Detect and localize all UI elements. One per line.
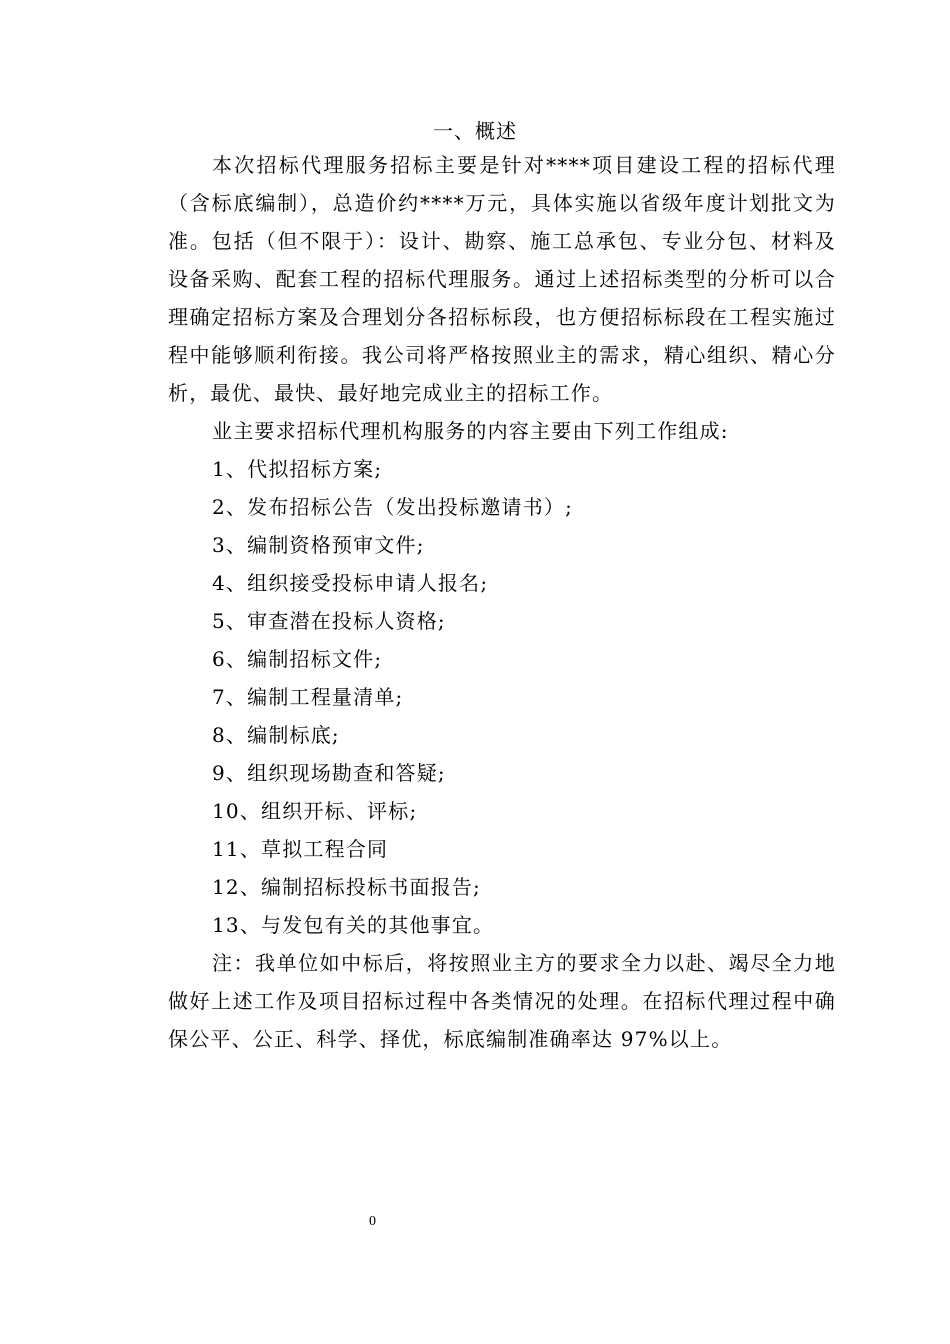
service-list — [168, 450, 836, 944]
list-item: 7、编制工程量清单; — [212, 685, 404, 709]
list-item: 6、编制招标文件; — [212, 647, 383, 671]
page-number: 0 — [369, 1214, 376, 1229]
list-item: 10、组织开标、评标; — [212, 799, 418, 823]
section-heading: 一、概述 — [433, 119, 517, 143]
list-item: 2、发布招标公告（发出投标邀请书）; — [212, 495, 574, 519]
list-item: 11、草拟工程合同 — [212, 837, 389, 861]
list-item: 5、审查潜在投标人资格; — [212, 609, 446, 633]
body-text — [168, 146, 836, 1058]
list-item: 12、编制招标投标书面报告; — [212, 875, 481, 899]
list-item: 8、编制标底; — [212, 723, 340, 747]
list-item: 13、与发包有关的其他事宜。 — [212, 913, 495, 937]
list-item: 9、组织现场勘查和答疑; — [212, 761, 446, 785]
list-item: 4、组织接受投标申请人报名; — [212, 571, 489, 595]
list-intro: 业主要求招标代理机构服务的内容主要由下列工作组成: — [212, 419, 729, 443]
note-paragraph: 注：我单位如中标后，将按照业主方的要求全力以赴、竭尽全力地做好上述工作及项目招标过程中各类情况的处理。在招标代理过程中确保公平、公正、科学、择优，标底编制准确率达 97%以上。 — [168, 951, 836, 1051]
list-item: 3、编制资格预审文件; — [212, 533, 425, 557]
intro-paragraph: 本次招标代理服务招标主要是针对****项目建设工程的招标代理（含标底编制），总造价约****万元，具体实施以省级年度计划批文为准。包括（但不限于）：设计、勘察、施工总承包、专业分包、材料及设备采购、配套工程的招标代理服务。通过上述招标类型的分析可以合理确定招标方案及合理划分各招标标段，也方便招标标段在工程实施过程中能够顺利衔接。我公司将严格按照业主的需求，精心组织、精心分析，最优、最快、最好地完成业主的招标工作。 — [168, 153, 836, 405]
list-item: 1、代拟招标方案; — [212, 457, 383, 481]
